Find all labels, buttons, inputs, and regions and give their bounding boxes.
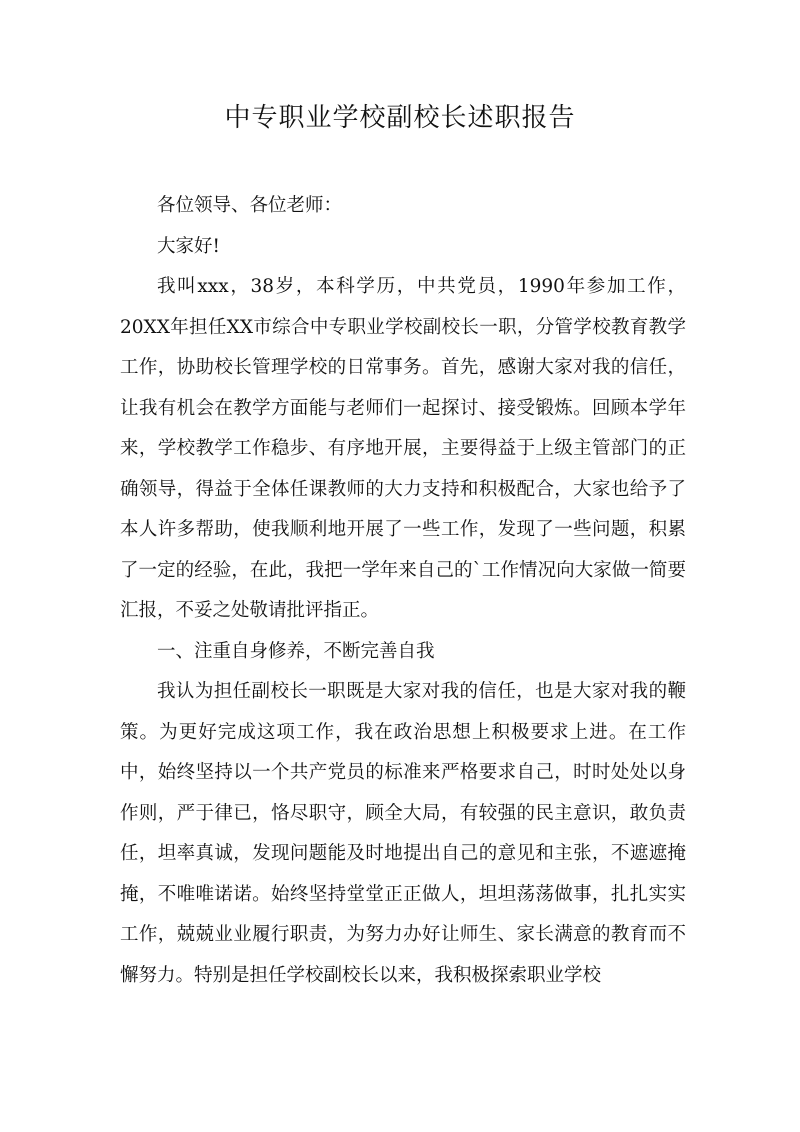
document-title: 中专职业学校副校长述职报告 bbox=[224, 103, 576, 133]
paragraph-section-1: 我认为担任副校长一职既是大家对我的信任，也是大家对我的鞭策。为更好完成这项工作，我在政治思想上积极要求上进。在工作中，始终坚持以一个共产党员的标准来严格要求自己，时时处处以身作则，严于律已，恪尽职守，顾全大局，有较强的民主意识，敢负责任，坦率真诚，发现问题能及时地提出自己的意见和主张，不遮遮掩掩，不唯唯诺诺。始终坚持堂堂正正做人，坦坦荡荡做事，扎扎实实工作，兢兢业业履行职责，为努力办好让师生、家长满意的教育而不懈努力。特别是担任学校副校长以来，我积极探索职业学校 bbox=[120, 681, 686, 986]
paragraph-intro: 我叫xxx，38岁，本科学历，中共党员，1990年参加工作，20XX年担任XX市综合中专职业学校副校长一职，分管学校教育教学工作，协助校长管理学校的日常事务。首先，感谢大家对我的信任，让我有机会在教学方面能与老师们一起探讨、接受锻炼。回顾本学年来，学校教学工作稳步、有序地开展，主要得益于上级主管部门的正确领导，得益于全体任课教师的大力支持和积极配合，大家也给予了本人许多帮助，使我顺利地开展了一些工作，发现了一些问题，积累了一定的经验，在此，我把一学年来自己的`工作情况向大家做一简要汇报，不妥之处敬请批评指正。 bbox=[120, 276, 686, 621]
greeting: 大家好! bbox=[157, 235, 220, 257]
salutation: 各位领导、各位老师： bbox=[157, 195, 343, 216]
section-heading-1: 一、注重自身修养，不断完善自我 bbox=[157, 640, 435, 662]
document-body bbox=[120, 186, 686, 996]
